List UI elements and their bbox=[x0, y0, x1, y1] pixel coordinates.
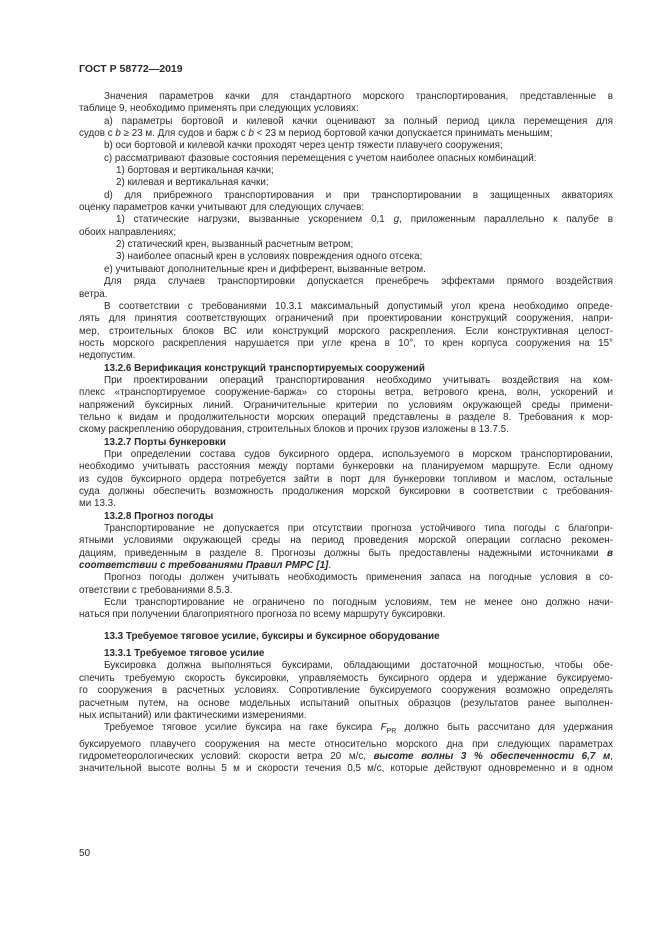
paragraph-line: ятными условиями окружающей среды на период проведения морской операции согласно рекомен- bbox=[79, 535, 613, 547]
paragraph-line: гидрометеорологических условий: скорости ветра 20 м/с, высоте волны 3 % обеспеченности 6,7 м, bbox=[79, 750, 613, 762]
paragraph-line: необходимо учитывать расстояния между портами бункеровки на планируемом маршруте. Если одному bbox=[79, 461, 613, 473]
paragraph-line: лять для принятия соответствующих ограничений при проектировании конструкций сооружения, напри- bbox=[79, 313, 613, 325]
paragraph-line: расчетным путем, на основе модельных испытаний опытных образцов (результатов ранее выполнен- bbox=[79, 697, 613, 709]
paragraph-line: плекс «транспортируемое сооружение-баржа» со стороны ветра, ветрового крена, волн, ускорений и bbox=[79, 387, 613, 399]
paragraph-line: Если транспортирование не ограничено по погодным условиям, тем не менее оно должно начи- bbox=[104, 597, 613, 609]
paragraph-line: тельно к видам и продолжительности морских операций представлены в разделе 8. Требования к мор- bbox=[79, 411, 613, 423]
paragraph-line: буксируемого плавучего сооружения на месте относительно морского дна при следующих параметрах bbox=[79, 738, 613, 750]
paragraph-line: наться при получении благоприятного прогноза по всему маршруту буксировки. bbox=[79, 609, 446, 621]
paragraph-line: суда должны обеспечить возможность продолжения морской буксировки в соответствии с требования- bbox=[79, 486, 613, 497]
sublist-item-cont: обоих направлениях; bbox=[79, 226, 177, 238]
page-number: 50 bbox=[79, 848, 91, 859]
document-body bbox=[79, 91, 613, 776]
sublist-item: 1) статические нагрузки, вызванные ускорением 0,1 g, приложенным параллельно к палубе в bbox=[116, 214, 613, 226]
paragraph-line: из судов буксирного ордера потребуется зайти в порт для бункеровки топливом и маслом, остальные bbox=[79, 473, 613, 485]
paragraph-line: напряжений буксирных линий. Ограничительные критерии по условиям окружающей среды примени- bbox=[79, 399, 613, 411]
subsection-heading: 13.3.1 Требуемое тяговое усилие bbox=[104, 648, 265, 660]
section-heading: 13.3 Требуемое тяговое усилие, буксиры и буксирное оборудование bbox=[104, 630, 440, 642]
list-item-a-cont: судов с b ≥ 23 м. Для судов и барж с b < 23 м период бортовой качки допускается принимать меньшим; bbox=[79, 128, 553, 140]
paragraph-line: соответствии с требованиями Правил РМРС [1]. bbox=[79, 560, 332, 572]
paragraph-line: При определении состава судов буксирного ордера, используемого в морском транспортировании, bbox=[104, 448, 613, 460]
sublist-item: 3) наиболее опасный крен в условиях повреждения одного отсека; bbox=[116, 251, 423, 263]
section-heading: 13.2.6 Верификация конструкций транспортируемых сооружений bbox=[104, 362, 425, 374]
spacer bbox=[79, 622, 613, 631]
paragraph-line: дациям, приведенным в разделе 8. Прогнозы должны быть предоставлены надежными источниками в bbox=[79, 547, 613, 559]
paragraph-line: ми 13.3. bbox=[79, 498, 116, 510]
document-header: ГОСТ Р 58772—2019 bbox=[79, 63, 183, 75]
paragraph-line: Прогноз погоды должен учитывать необходимость применения запаса на погодные условия в со- bbox=[104, 572, 613, 584]
sublist-item: 2) статический крен, вызванный расчетным ветром; bbox=[116, 239, 354, 251]
paragraph-line: мер, строительных блоков ВС или конструкций морского раскрепления. Если конструктивная целост- bbox=[79, 325, 613, 337]
paragraph-line: ность морского раскрепления нарушается при угле крена в 10°, то крен корпуса сооружения на 15° bbox=[79, 337, 613, 349]
paragraph-line: скому раскреплению оборудования, строительных блоков и прочих грузов изложены в 13.7.5. bbox=[79, 424, 509, 436]
paragraph-line: ответствии с требованиями 8.5.3. bbox=[79, 584, 233, 596]
paragraph-line: ветра. bbox=[79, 288, 108, 300]
paragraph-line: го сооружения в расчетных условиях. Сопротивление буксируемого сооружения возможно определять bbox=[79, 685, 613, 697]
paragraph-line: Буксировка должна выполняться буксирами, обладающими достаточной мощностью, чтобы обе- bbox=[104, 660, 613, 672]
list-item-a: а) параметры бортовой и килевой качки оценивают за полный период цикла перемещения для bbox=[104, 115, 613, 127]
paragraph-line: ных испытаний) или фактическими измерениями. bbox=[79, 709, 307, 721]
paragraph-line: При проектировании операций транспортирования необходимо учитывать воздействия на ком- bbox=[104, 374, 613, 386]
paragraph-line: В соответствии с требованиями 10.3.1 максимальный допустимый угол крена необходимо опреде- bbox=[104, 300, 613, 312]
paragraph-line: Транспортирование не допускается при отсутствии прогноза устойчивого типа погоды с благопри- bbox=[104, 523, 613, 535]
section-heading: 13.2.8 Прогноз погоды bbox=[104, 510, 214, 522]
list-item-b: b) оси бортовой и килевой качки проходят через центр тяжести плавучего сооружения; bbox=[104, 140, 503, 152]
sublist-item: 1) бортовая и вертикальная качки; bbox=[116, 165, 274, 177]
paragraph-line: спечить требуемую скорость буксировки, управляемость буксирного ордера и удержание буксируемо- bbox=[79, 672, 613, 684]
paragraph-line: Значения параметров качки для стандартного морского транспортирования, представленные в bbox=[104, 91, 613, 102]
paragraph-line: недопустим. bbox=[79, 350, 136, 362]
list-item-e: е) учитывают дополнительные крен и дифферент, вызванные ветром. bbox=[104, 263, 426, 275]
paragraph-line: Требуемое тяговое усилие буксира на гаке буксира $F_{PR}$ должно быть рассчитано для удержания bbox=[104, 722, 614, 736]
list-item-d-cont: оценку параметров качки учитывают для следующих случаев: bbox=[79, 202, 365, 214]
list-item-d: d) для прибрежного транспортирования и при транспортировании в защищенных акваториях bbox=[104, 189, 613, 201]
sublist-item: 2) килевая и вертикальная качки; bbox=[116, 177, 269, 189]
paragraph-line: таблице 9, необходимо применять при следующих условиях: bbox=[79, 103, 359, 115]
section-heading: 13.2.7 Порты бункеровки bbox=[104, 436, 226, 448]
paragraph-line: Для ряда случаев транспортировки допускается пренебречь эффектами прямого воздействия bbox=[104, 276, 613, 288]
list-item-c: с) рассматривают фазовые состояния перемещения с учетом наиболее опасных комбинаций: bbox=[104, 152, 537, 164]
paragraph-line: значительной высоте волны 5 м и скорости течения 0,5 м/с, которые действуют одновременно и в одном bbox=[79, 763, 613, 775]
